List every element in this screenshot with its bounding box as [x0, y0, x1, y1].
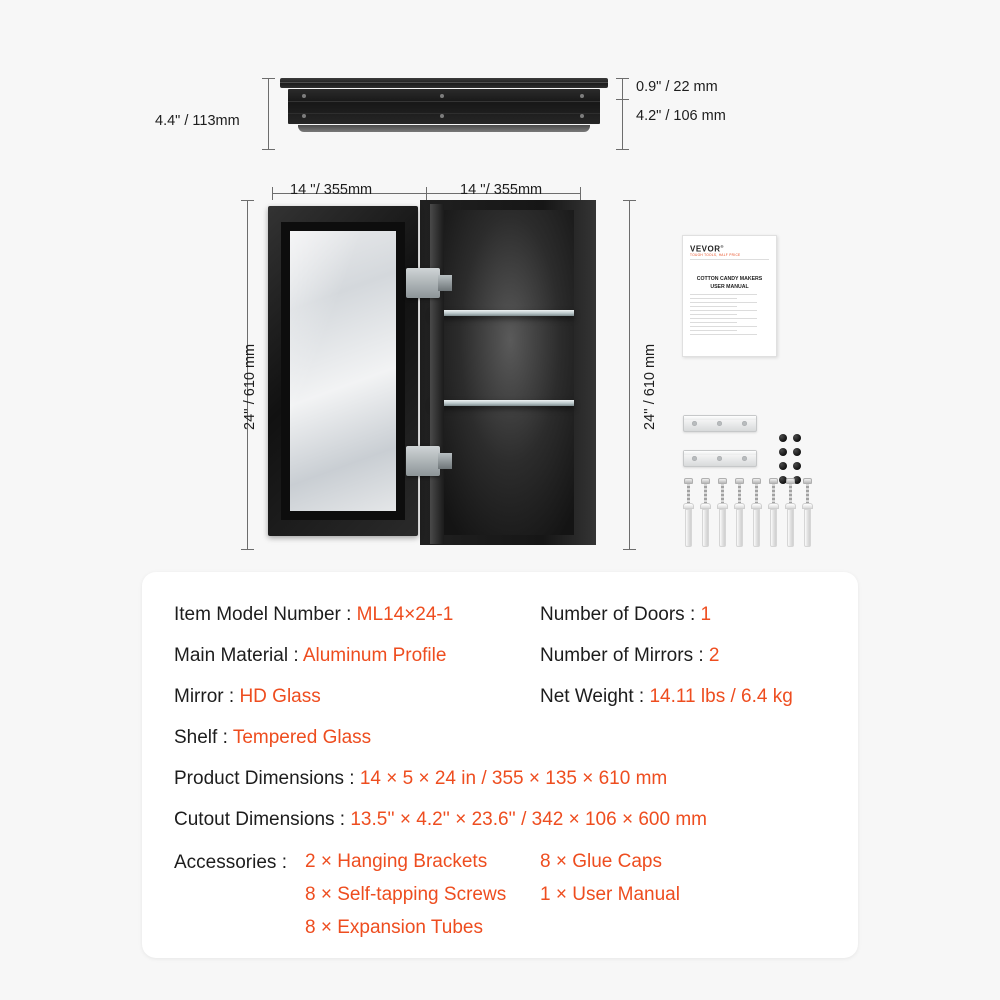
spec-label: Number of Mirrors :: [540, 645, 709, 666]
cabinet-right-tick-top: [623, 200, 636, 201]
rail-screw-icon: [580, 94, 584, 98]
rail-right-bottom-dim-line: [622, 100, 623, 150]
accessory-item: 8 × Self-tapping Screws: [305, 884, 507, 905]
cabinet-height-label-left: 24'' / 610 mm: [242, 343, 258, 430]
cabinet-right-tick-bottom: [623, 549, 636, 550]
cabinet-illustration: [268, 200, 620, 550]
rail-screw-icon: [440, 94, 444, 98]
glue-cap-icon: [779, 434, 787, 442]
spec-value: HD Glass: [239, 686, 321, 707]
accessory-item: 2 × Hanging Brackets: [305, 851, 488, 872]
rail-top-edge: [280, 78, 608, 88]
rail-thickness-label: 0.9" / 22 mm: [636, 79, 718, 95]
spec-value: 14 × 5 × 24 in / 355 × 135 × 610 mm: [359, 768, 668, 789]
hd-glass-mirror: [290, 231, 396, 511]
hanging-bracket-2: [683, 450, 757, 467]
cabinet-height-label-right: 24'' / 610 mm: [642, 343, 658, 430]
manual-title-line2: USER MANUAL: [710, 283, 749, 290]
rail-left-tick-bottom: [262, 149, 275, 150]
spec-label: Accessories :: [174, 852, 287, 873]
rail-screw-icon: [302, 94, 306, 98]
expansion-tube-icon: [683, 503, 694, 547]
expansion-tube-icon: [734, 503, 745, 547]
glue-cap-icon: [779, 462, 787, 470]
glass-shelf-upper: [432, 310, 574, 316]
spec-product-dimensions: [174, 767, 667, 791]
spec-value: 13.5'' × 4.2'' × 23.6'' / 342 × 106 × 600 mm: [350, 809, 707, 830]
glue-cap-icon: [779, 448, 787, 456]
rail-left-dim-line: [268, 78, 269, 150]
manual-title-line1: COTTON CANDY MAKERS: [696, 276, 763, 282]
spec-label: Mirror :: [174, 686, 240, 707]
cabinet-left-tick-bottom: [241, 549, 254, 550]
hinge-lower-icon: [406, 446, 440, 476]
specification-card: [142, 572, 858, 958]
spec-label: Number of Doors :: [540, 604, 701, 625]
glass-shelf-lower: [432, 400, 574, 406]
rail-depth-label: 4.2" / 106 mm: [636, 108, 726, 124]
expansion-tube-icon: [700, 503, 711, 547]
spec-value: Aluminum Profile: [302, 645, 447, 666]
rail-right-top-dim-line: [622, 78, 623, 100]
spec-value: Tempered Glass: [232, 727, 372, 748]
glue-cap-icon: [793, 448, 801, 456]
cabinet-width-tick-left: [272, 187, 273, 200]
spec-mirror: [174, 685, 321, 709]
spec-label: Net Weight :: [540, 686, 650, 707]
glue-cap-icon: [793, 434, 801, 442]
spec-label: Main Material :: [174, 645, 303, 666]
spec-cutout-dimensions: [174, 808, 707, 832]
cabinet-body: [420, 200, 596, 545]
cabinet-width-tick-mid: [426, 187, 427, 200]
hanging-bracket-1: [683, 415, 757, 432]
expansion-tube-icon: [785, 503, 796, 547]
spec-value: 14.11 lbs / 6.4 kg: [649, 686, 793, 707]
manual-body-lines: [690, 294, 769, 338]
rail-right-tick-1: [616, 78, 629, 79]
spec-value: 2: [708, 645, 720, 666]
body-width-label: 14 ''/ 355mm: [460, 182, 543, 198]
spec-accessories-label: [174, 851, 287, 875]
spec-label: Shelf :: [174, 727, 233, 748]
hanging-rail-illustration: [276, 78, 612, 150]
hinge-plate: [438, 275, 452, 291]
rail-screw-icon: [440, 114, 444, 118]
manual-brand: VEVOR: [690, 244, 721, 254]
spec-item-model-number: [174, 603, 453, 627]
door-width-label: 14 ''/ 355mm: [290, 182, 373, 198]
manual-brand-sup: ®: [720, 244, 724, 249]
accessory-item: 8 × Glue Caps: [540, 851, 662, 872]
hinge-plate: [438, 453, 452, 469]
expansion-tube-icon: [802, 503, 813, 547]
cabinet-interior: [432, 210, 574, 535]
door-frame-bevel: [281, 222, 405, 520]
cabinet-right-height-line: [629, 200, 630, 550]
manual-title: [683, 276, 776, 292]
rail-left-dimension-label: 4.4" / 113mm: [155, 113, 240, 129]
cabinet-width-tick-right: [580, 187, 581, 200]
expansion-tube-icon: [751, 503, 762, 547]
cabinet-left-tick-top: [241, 200, 254, 201]
glue-cap-icon: [793, 462, 801, 470]
spec-number-of-doors: [540, 603, 711, 627]
user-manual-sheet: [682, 235, 777, 357]
accessory-item: 1 × User Manual: [540, 884, 680, 905]
spec-label: Item Model Number :: [174, 604, 357, 625]
rail-right-tick-3: [616, 149, 629, 150]
rail-screw-icon: [302, 114, 306, 118]
expansion-tube-icon: [717, 503, 728, 547]
rail-screw-icon: [580, 114, 584, 118]
accessory-item: 8 × Expansion Tubes: [305, 917, 483, 938]
rail-body: [288, 89, 600, 124]
spec-value: 1: [700, 604, 712, 625]
cabinet-right-side-panel: [430, 204, 444, 544]
spec-main-material: [174, 644, 446, 668]
rail-bottom-shadow: [298, 125, 590, 132]
spec-label: Cutout Dimensions :: [174, 809, 351, 830]
manual-divider: [690, 259, 769, 260]
hinge-upper-icon: [406, 268, 440, 298]
manual-slogan: TOUGH TOOLS, HALF PRICE: [690, 253, 741, 257]
spec-shelf: [174, 726, 371, 750]
spec-net-weight: [540, 685, 793, 709]
expansion-tube-icon: [768, 503, 779, 547]
spec-number-of-mirrors: [540, 644, 720, 668]
spec-label: Product Dimensions :: [174, 768, 360, 789]
spec-value: ML14×24-1: [356, 604, 454, 625]
rail-left-tick-top: [262, 78, 275, 79]
mirror-door: [268, 206, 418, 536]
